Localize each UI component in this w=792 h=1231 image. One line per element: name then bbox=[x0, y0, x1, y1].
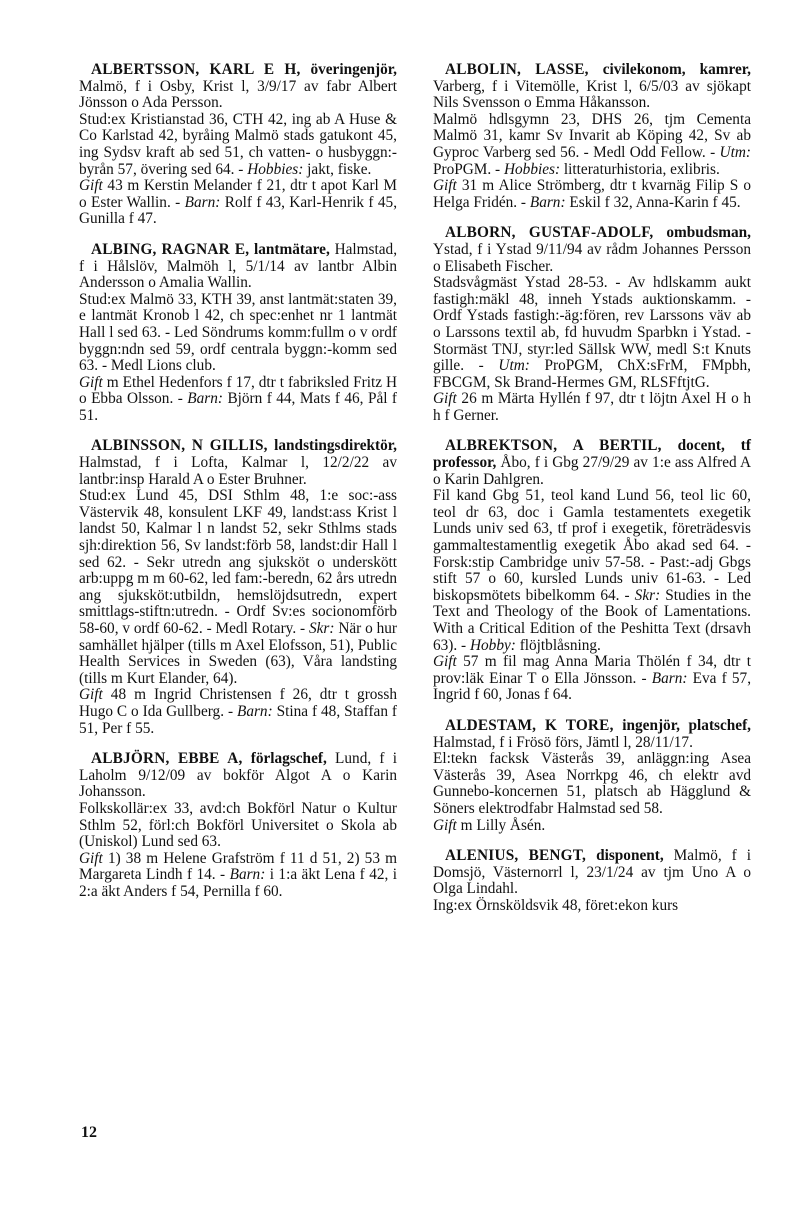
entry-head: Halmstad, f i Hålslöv, Malmöh l, 5/1/14 av lantbr Albin Andersson o Amalia Wallin. bbox=[79, 240, 398, 292]
entry-albolin bbox=[433, 62, 751, 211]
entry-barn-label: Barn: bbox=[229, 866, 266, 884]
entry-title: förlagschef, bbox=[250, 750, 327, 768]
entry-head: Halmstad, f i Lofta, Kalmar l, 12/2/22 av lantbr:insp Harald A o Ester Bruhner. bbox=[79, 454, 397, 488]
entry-gift-text: m Ethel Hedenfors f 17, dtr t fabriksled Fritz H o Ebba Olsson. - bbox=[79, 373, 398, 408]
entry-extra2-text: litteraturhistoria, exlibris. bbox=[563, 160, 720, 178]
entry-barn-label: Barn: bbox=[236, 702, 273, 720]
entry-career: Folkskollär:ex 33, avd:ch Bokförl Natur o Kultur Sthlm 52, förl:ch Bokförl Universitet o Skola ab (Uniskol) Lund sed 63. bbox=[79, 799, 397, 851]
entry-barn-text: Rolf f 43, Karl-Henrik f 45, Gunilla f 47. bbox=[79, 193, 398, 228]
entry-barn-label: Barn: bbox=[529, 193, 566, 211]
entry-name: ALBJÖRN, EBBE A, bbox=[91, 750, 243, 768]
entry-gift-text: 57 m fil mag Anna Maria Thölén f 34, dtr t prov:läk Einar T o Ella Jönsson. - bbox=[433, 653, 751, 687]
entry-career: Malmö hdlsgymn 23, DHS 26, tjm Cementa Malmö 31, kamr Sv Invarit ab Köping 42, Sv ab Gyproc Varberg sed 56. - Medl Odd Fellow. - bbox=[433, 110, 751, 161]
entry-gift-text: 1) 38 m Helene Grafström f 11 d 51, 2) 53 m Margareta Lindh f 14. - bbox=[79, 849, 398, 884]
entry-title: ingenjör, platschef, bbox=[622, 716, 752, 734]
entry-extra-text: jakt, fiske. bbox=[307, 160, 372, 178]
entry-gift-label: Gift bbox=[433, 390, 457, 408]
entry-gift-text: 43 m Kerstin Melander f 21, dtr t apot Karl M o Ester Wallin. - bbox=[79, 177, 398, 211]
entry-title: disponent, bbox=[596, 847, 664, 865]
entry-barn-label: Barn: bbox=[187, 390, 223, 408]
entry-title: docent, tf professor, bbox=[433, 437, 751, 472]
entry-gift-label: Gift bbox=[79, 177, 103, 195]
entry-name: ALDESTAM, K TORE, bbox=[445, 716, 614, 734]
entry-alenius bbox=[433, 848, 751, 914]
entry-career: Stud:ex Malmö 33, KTH 39, anst lantmät:staten 39, e lantmät Kronob l 42, ch spec:enhet nr 1 lantmät Hall l sed 63. - Led Söndrums komm:fullm o v ordf byggn:ndn sed 59, ordf centrala byggn:-komm sed 63. - Medl Lions club. bbox=[79, 290, 397, 375]
entry-career: Fil kand Gbg 51, teol kand Lund 56, teol lic 60, teol dr 63, doc i Gamla testamentets exegetik Lunds univ sed 63, tf prof i exegetik, företrädesvis gammaltestamentlig exegetik Åbo akad sed 64. - Forsk:stip Cambridge univ 57-58. - Past:-adj Gbgs stift 57 o 60, kursled Lunds univ 61-63. - Led biskopsmötets bibelkomm 64. - bbox=[433, 487, 751, 604]
left-column bbox=[79, 62, 397, 915]
entry-gift-label: Gift bbox=[433, 816, 457, 834]
entry-name: ALBORN, GUSTAF-ADOLF, bbox=[445, 224, 654, 242]
entry-gift-label: Gift bbox=[79, 686, 103, 704]
entry-albinsson bbox=[79, 438, 397, 737]
entry-barn-text: Björn f 44, Mats f 46, Pål f 51. bbox=[79, 390, 398, 424]
entry-aldestam bbox=[433, 718, 751, 834]
entry-extra-label: Utm: bbox=[719, 143, 751, 161]
entry-career: El:tekn facksk Västerås 39, anläggn:ing Asea Västerås 39, Asea Norrkpg 46, ch elektr avd Gunnebo-koncernen 51, platsch ab Hägglund & Söners elektrodfabr Halmstad sed 58. bbox=[433, 750, 751, 817]
entry-extra2-label: Hobbies: bbox=[503, 160, 561, 178]
entry-albing bbox=[79, 242, 397, 425]
entry-career: Stud:ex Kristianstad 36, CTH 42, ing ab A Huse & Co Karlstad 42, byråing Malmö stads gatukont 45, ing Sydsv kraft ab sed 51, ch vatten- o husbyggn:-byrån 57, övering sed 64. - bbox=[79, 110, 397, 178]
entry-head: Lund, f i Laholm 9/12/09 av bokför Algot A o Karin Johansson. bbox=[79, 750, 398, 801]
entry-gift-label: Gift bbox=[433, 653, 457, 671]
entry-name: ALBINSSON, N GILLIS, bbox=[91, 437, 268, 455]
entry-albjorn bbox=[79, 751, 397, 900]
entry-name: ALBREKTSON, A BERTIL, bbox=[445, 437, 662, 455]
entry-extra-label: Utm: bbox=[498, 357, 530, 375]
entry-albrektson bbox=[433, 438, 751, 704]
entry-title: landstingsdirektör, bbox=[274, 437, 397, 455]
page-number: 12 bbox=[81, 1124, 97, 1141]
entry-head: Ystad, f i Ystad 9/11/94 av rådm Johannes Persson o Elisabeth Fischer. bbox=[433, 240, 751, 275]
entry-barn-label: Barn: bbox=[184, 193, 221, 211]
entry-name: ALENIUS, BENGT, bbox=[445, 847, 587, 865]
entry-barn-text: Stina f 48, Staffan f 51, Per f 55. bbox=[79, 702, 397, 737]
entry-career: Stud:ex Lund 45, DSI Sthlm 48, 1:e soc:-ass Västervik 48, konsulent LKF 49, landst:ass Krist l landst 50, Kalmar l n landst 52, sekr Sthlms stads sjh:direktion 56, Sv landst:förb 58, landst:dir Hall l sed 62. - Sekr utredn ang sjuksköt o underskött arb:uppg m m 60-62, led fam:-beredn, 62 års utredn ang sjuksköt:utbildn, hemslöjdsutredn, expert smittlags-stiftn:utredn. - Ordf Sv:es socionomförb 58-60, v ordf 60-62. - Medl Rotary. - bbox=[79, 487, 397, 637]
entry-extra-text: När o hur samhället hjälper (tills m Axel Elofsson, 51), Public Health Services in Sweden (63), Våra landsting (tills m Kurt Elander, 64). bbox=[79, 620, 397, 687]
entry-title: överingenjör, bbox=[310, 61, 397, 78]
entry-barn-label: Barn: bbox=[651, 669, 688, 687]
entry-head: Malmö, f i Osby, Krist l, 3/9/17 av fabr Albert Jönsson o Ada Persson. bbox=[79, 77, 397, 112]
entry-title: ombudsman, bbox=[666, 224, 751, 242]
entry-barn-text: Eskil f 32, Anna-Karin f 45. bbox=[569, 193, 741, 211]
entry-barn-text: i 1:a äkt Lena f 42, i 2:a äkt Anders f 54, Pernilla f 60. bbox=[79, 866, 397, 900]
entry-title: lantmätare, bbox=[254, 240, 330, 258]
entry-alborn bbox=[433, 225, 751, 424]
entry-extra-text: Studies in the Text and Theology of the Book of Lamentations. With a Critical Edition of the Peshitta Text (drsavh 63). - bbox=[433, 586, 751, 654]
entry-gift-label: Gift bbox=[433, 177, 457, 195]
entry-albertsson bbox=[79, 62, 397, 228]
entry-head: Åbo, f i Gbg 27/9/29 av 1:e ass Alfred A o Karin Dahlgren. bbox=[433, 454, 752, 488]
entry-name: ALBING, RAGNAR E, bbox=[91, 240, 250, 258]
entry-gift-label: Gift bbox=[79, 849, 103, 867]
entry-extra-text: ProPGM, ChX:sFrM, FMpbh, FBCGM, Sk Brand-Hermes GM, RLSFftjtG. bbox=[433, 357, 751, 391]
entry-extra-label: Skr: bbox=[634, 586, 661, 604]
entry-name: ALBERTSSON, KARL E H, bbox=[91, 61, 301, 78]
entry-gift-text: 48 m Ingrid Christensen f 26, dtr t grossh Hugo C o Ida Gullberg. - bbox=[79, 686, 397, 720]
entry-career: Stadsvågmäst Ystad 28-53. - Av hdlskamm aukt fastigh:mäkl 48, inneh Ystads auktionskamm. - Ordf Ystads fastigh:-äg:fören, rev Larssons väv ab o Larssons textil ab, fd huvudm Sparbkn i Ystad. - Stormäst TNJ, styr:led Sällsk WW, medl S:t Knuts gille. - bbox=[433, 274, 751, 375]
entry-name: ALBOLIN, LASSE, bbox=[445, 61, 589, 78]
entry-gift-text: 31 m Alice Strömberg, dtr t kvarnäg Filip S o Helga Fridén. - bbox=[433, 177, 752, 211]
right-column bbox=[433, 62, 751, 929]
entry-extra2-label: Hobby: bbox=[469, 636, 516, 654]
entry-title: civilekonom, kamrer, bbox=[602, 61, 752, 78]
entry-gift-text: m Lilly Åsén. bbox=[460, 816, 546, 834]
entry-head: Halmstad, f i Frösö förs, Jämtl l, 28/11/17. bbox=[433, 733, 693, 751]
entry-extra-label: Skr: bbox=[308, 620, 335, 637]
entry-head: Malmö, f i Domsjö, Västernorrl l, 23/1/24 av tjm Uno A o Olga Lindahl. bbox=[433, 847, 752, 898]
entry-extra2-text: flöjtblåsning. bbox=[519, 636, 601, 654]
entry-barn-text: Eva f 57, Ingrid f 60, Jonas f 64. bbox=[433, 669, 752, 704]
entry-extra-text: ProPGM. - bbox=[433, 160, 501, 178]
entry-extra-label: Hobbies: bbox=[247, 160, 304, 178]
entry-head: Varberg, f i Vitemölle, Krist l, 6/5/03 av sjökapt Nils Svensson o Emma Håkansson. bbox=[433, 77, 751, 112]
entry-career: Ing:ex Örnsköldsvik 48, föret:ekon kurs bbox=[433, 896, 679, 914]
entry-gift-label: Gift bbox=[79, 373, 103, 391]
entry-gift-text: 26 m Märta Hyllén f 97, dtr t löjtn Axel H o h h f Gerner. bbox=[433, 390, 751, 424]
